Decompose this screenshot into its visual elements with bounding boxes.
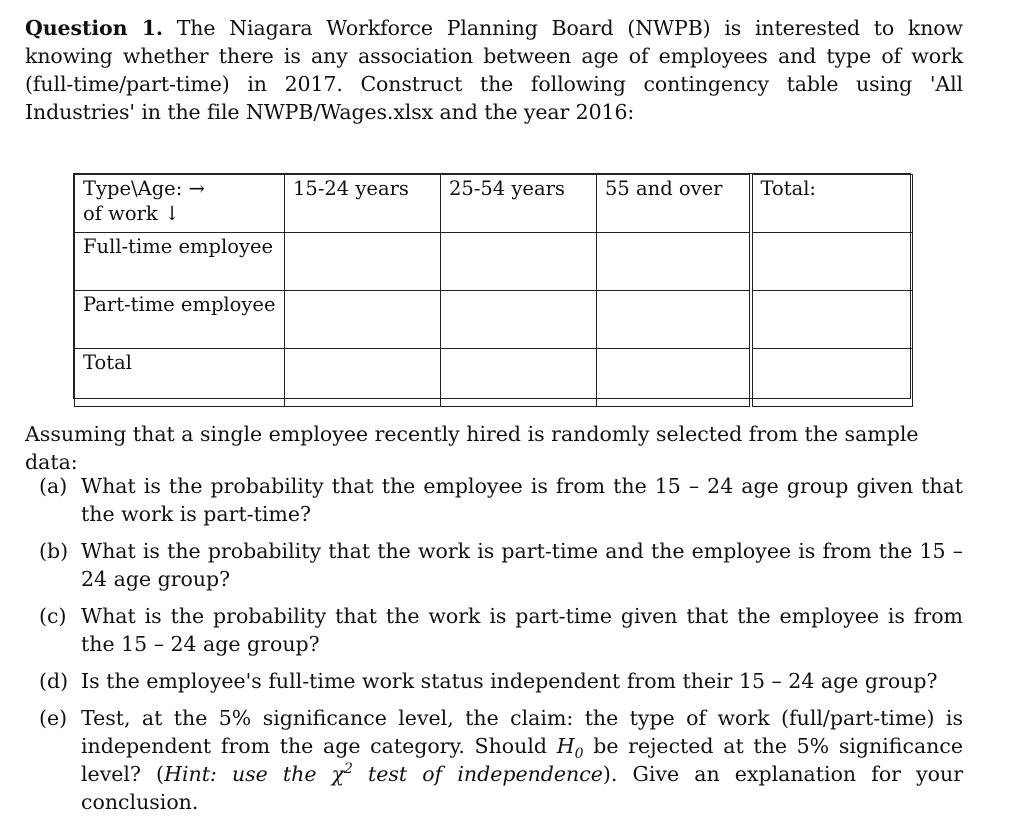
table-cell [597,291,751,349]
part-text: What is the probability that the work is part-time and the employee is from the 15 – 24 age group? [81,539,963,591]
table-cell [751,233,913,291]
table-cell [285,349,441,407]
question-intro [25,14,963,126]
part-text: Is the employee's full-time work status independent from their 15 – 24 age group? [81,669,938,693]
part-text-c: ). Give an explanation for your conclusion. [81,762,963,814]
part-text-a: Test, at the 5% significance level, the claim: the type of work (full/part-time) is independent from the age category. Should [81,706,963,758]
row-label-full-time: Full-time employee [75,233,285,291]
table-cell [441,349,597,407]
list-item [25,472,963,528]
list-item [25,667,963,695]
corner-label-line1: Type\Age: → [83,177,205,200]
header-total: Total: [751,175,913,233]
list-item [25,704,963,816]
row-label-total: Total [75,349,285,407]
table-cell [285,291,441,349]
assumption-text: Assuming that a single employee recently hired is randomly selected from the sample data: [25,422,919,474]
table-cell [751,349,913,407]
hint-text: Hint: use the $\chi^2$ test of independence [164,761,603,786]
row-label-part-time: Part-time employee [75,291,285,349]
corner-label-line2: of work ↓ [83,202,181,225]
list-item [25,602,963,658]
part-label: (c) [39,604,67,628]
question-text: The Niagara Workforce Planning Board (NWPB) is interested to know knowing whether there is any association between age of employees and type of work (full-time/part-time) in 2017. Construct the following contingency table using 'All Industries' in the file NWPB/Wages.xlsx and the year 2016: [25,16,963,124]
part-label: (e) [39,706,68,730]
question-label: Question 1. [25,16,163,40]
part-text-b: be rejected at the 5% significance level? ( [81,734,963,786]
table-cell [441,291,597,349]
part-text: What is the probability that the employee is from the 15 – 24 age group given that the work is part-time? [81,474,963,526]
contingency-table [73,173,911,399]
sub-questions-list [25,472,963,825]
part-text: What is the probability that the work is part-time given that the employee is from the 15 – 24 age group? [81,604,963,656]
table-cell [597,349,751,407]
header-55-over: 55 and over [597,175,751,233]
table-header-row [75,175,913,233]
part-label: (b) [39,539,69,563]
table-row [75,233,913,291]
table-cell [441,233,597,291]
document-page [25,14,963,814]
table-cell [751,291,913,349]
table-cell [597,233,751,291]
table-corner-cell [75,175,285,233]
header-25-54: 25-54 years [441,175,597,233]
h0-symbol: $H_0$ [556,734,584,763]
part-label: (d) [39,669,69,693]
header-15-24: 15-24 years [285,175,441,233]
part-label: (a) [39,474,68,498]
table-row [75,349,913,407]
list-item [25,537,963,593]
table-row [75,291,913,349]
table-cell [285,233,441,291]
